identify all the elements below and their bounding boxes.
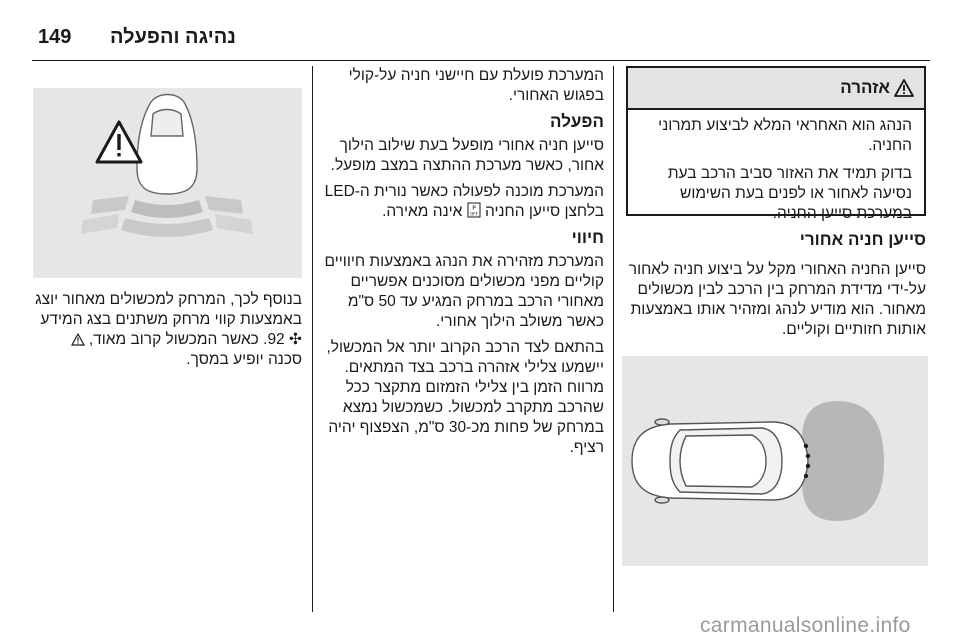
rear-parking-heading: סייען חניה אחורי <box>799 230 926 249</box>
parking-assist-button-icon <box>467 202 481 218</box>
hazard-triangle-icon <box>71 333 85 346</box>
warning-box-header <box>628 68 924 110</box>
svg-text:P: P <box>471 205 476 212</box>
page-title: נהיגה והפעלה <box>110 26 236 48</box>
left-text-start: בנוסף לכך, המרחק למכשולים מאחור יוצג באמצעות קווי מרחק משתנים בצג המידע <box>35 291 302 328</box>
car-rear-view <box>137 95 197 195</box>
signal-heading: חיווי <box>571 228 604 247</box>
left-paragraph <box>33 290 302 370</box>
page-reference: 92 <box>267 331 285 348</box>
activation-heading: הפעלה <box>550 112 604 131</box>
left-text-end: סכנה יופיע במסך. <box>186 351 302 368</box>
warning-paragraph-2: בדוק תמיד את האזור סביב הרכב בעת נסיעה לאחור או לפנים בעת השימוש במערכת סייען החניה. <box>667 165 912 222</box>
rear-parking-description <box>626 260 926 340</box>
activation-paragraph-1: סייען חניה אחורי מופעל בעת שילוב הילוך אחור, כאשר מערכת ההתצה במצב מופעל. <box>330 137 604 174</box>
warning-triangle-icon <box>894 79 914 97</box>
header-rule <box>32 60 930 61</box>
column-divider-right <box>613 66 614 612</box>
page-reference-icon: ✣ <box>289 331 302 348</box>
signal-paragraph-2: בהתאם לצד הרכב הקרוב יותר אל המכשול, יישמעו צלילי אזהרה ברכב בצד המתאים. מרווח הזמן בין צלילי הזמזום מתקצר ככל שהרכב מתקרב למכשול. כשמכשול נמצא במרחק של פחות מכ-30 ס"מ, הצפצוף יהיה רציף. <box>326 339 604 456</box>
signal-paragraph-1: המערכת מזהירה את הנהג באמצעות חיוויים קוליים מפני מכשולים מסוכנים אפשריים מאחורי הרכב במרחק המגיע עד 50 ס"מ כאשר משולב הילוך אחורי. <box>324 253 604 330</box>
middle-column <box>318 66 604 464</box>
activation-text-start: המערכת מוכנה לפעולה כאשר נורית ה-LED בלחצן סייען החניה <box>324 183 604 220</box>
left-text-middle: . כאשר המכשול קרוב מאוד, <box>88 331 268 348</box>
left-description <box>33 290 302 370</box>
page-number: 149 <box>38 26 72 48</box>
activation-text-end: אינה מאירה. <box>382 203 463 220</box>
display-warning-illustration <box>33 88 302 278</box>
rear-parking-paragraph: סייען החניה האחורי מקל על ביצוע חניה לאחור על-ידי מדידת המרחק בין הרכב לבין מכשולים מאחור. הוא מודיע לנהג ומזהיר אותו באמצעות אותות חזותיים וקוליים. <box>628 261 926 338</box>
column-divider-left <box>312 66 313 612</box>
activation-paragraph-2 <box>318 182 604 222</box>
system-intro: המערכת פועלת עם חיישני חניה על-קולי בפגוש האחורי. <box>348 67 604 104</box>
warning-box <box>626 66 926 222</box>
warning-title: אזהרה <box>840 78 890 97</box>
distance-zone-bars <box>81 196 253 237</box>
car-top-view <box>632 419 808 503</box>
rear-sensor-car-illustration <box>622 356 928 566</box>
watermark: carmanualsonline.info <box>700 614 911 637</box>
svg-text:OFF: OFF <box>469 211 478 217</box>
sensor-detection-zone <box>802 401 884 521</box>
warning-body <box>628 110 924 224</box>
warning-triangle-icon <box>97 122 141 162</box>
warning-paragraph-1: הנהג הוא האחראי המלא לביצוע תמרוני החניה. <box>658 117 912 154</box>
